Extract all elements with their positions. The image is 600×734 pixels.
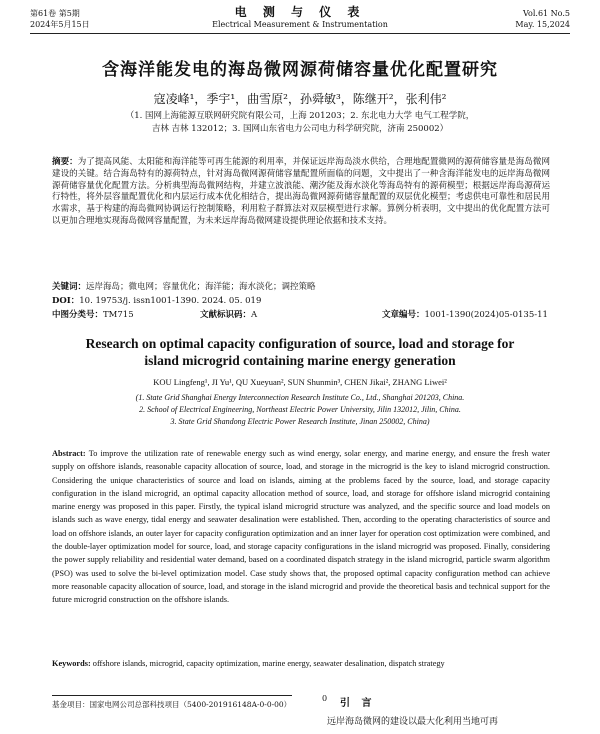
keywords-en-label: Keywords:	[52, 659, 91, 668]
paper-title-en-line-1: Research on optimal capacity configuration of source, load and storage for	[85, 336, 515, 351]
paper-title-cn: 含海洋能发电的海岛微网源荷储容量优化配置研究	[102, 60, 498, 80]
affiliations-en	[50, 392, 550, 428]
authors-en: KOU Lingfeng¹, JI Yu¹, QU Xueyuan², SUN Shunmin³, CHEN Jikai², ZHANG Liwei²	[153, 377, 447, 387]
article-number-label: 文章编号：	[382, 310, 425, 320]
abstract-en-text: To improve the utilization rate of renewable energy such as wind energy, solar energy, and marine energy, and ensure the fresh water supply on offshore islands, reasonable capacity allocation of source, load, and storage in the microgrid is the key to island microgrid construction. Considering the unique characteristics of source and load on islands, aiming at the problems faced by the source, load, and storage capacity configuration in the island microgrid, an optimal capacity allocation method of source, load, and storage for offshore island microgrid containing marine energy was proposed in this paper. Firstly, the typical island microgrid structure was analyzed, and the specific source and load models on islands such as wave energy, tidal energy and seawater desalination were established. Then, according to the operating characteristics of source and load on offshore islands, an outer layer for capacity configuration optimization and an inner layer for operation cost optimization were combined, and the double-layer optimization model for source, load, and storage capacity configurations in the island microgrid was proposed. Finally, considering the power supply reliability and residential water demand, based on a coordinated dispatch strategy in the island microgrid, particle swarm algorithm (PSO) was used to solve the bi-level optimization model. Case study shows that, the proposed optimal capacity configuration method can achieve more reasonable capacity allocation of source, load, and storage in the island microgrid and provide the theoretical basis and technical support for the future microgrid construction on the offshore islands.	[52, 449, 550, 605]
abstract-cn-label: 摘要：	[52, 157, 78, 167]
header-rule	[30, 33, 570, 34]
paper-title-en-line-2: island microgrid containing marine energy generation	[144, 353, 456, 368]
authors-cn: 寇凌峰¹，季宇¹，曲雪原²，孙舜敏³，陈继开²，张利伟²	[153, 92, 447, 106]
running-header	[30, 6, 570, 32]
clc-label: 中图分类号：	[52, 310, 104, 320]
keywords-cn-text: 远岸海岛；微电网；容量优化；海洋能；海水淡化；调控策略	[86, 282, 316, 292]
doi-value: 10. 19753/j. issn1001-1390. 2024. 05. 019	[79, 296, 262, 306]
clc-value: TM715	[103, 310, 134, 320]
document-code-value: A	[251, 310, 258, 320]
abstract-cn-text: 为了提高风能、太阳能和海洋能等可再生能源的利用率，并保证远岸海岛淡水供给，合理地配置微网的源荷储容量是海岛微网建设的关键。结合海岛特有的源荷特点，针对海岛微网源荷储容量配置所面临的问题，文中提出了一种含海洋能发电的远岸海岛微网源荷储容量优化配置方法。分析典型海岛微网结构，并建立波浪能、潮汐能及海水淡化等海岛特有的源荷模型；根据远岸海岛源荷运行特性，将外层容量配置优化和内层运行成本优化相结合，提出海岛微网源荷储容量配置的双层优化模型；考虑供电可靠性和居民用水需求，基于构建的海岛微网协调运行控制策略，利用粒子群算法对双层模型进行求解。算例分析表明，文中提出的优化配置方法可以更加合理地实现海岛微网容量配置，为未来远岸海岛微网建设提供理论依据和技术支持。	[52, 157, 550, 226]
article-number	[382, 308, 548, 320]
header-right	[515, 8, 570, 30]
footnote-rule	[52, 695, 292, 696]
keywords-cn-label: 关键词：	[52, 282, 87, 292]
header-date-en: May. 15,2024	[515, 20, 570, 29]
header-volume-en: Vol.61 No.5	[523, 9, 570, 18]
clc-number	[52, 308, 134, 320]
affiliation-en-line-3: 3. State Grid Shandong Electric Power Research Institute, Jinan 250002, China)	[170, 417, 430, 426]
header-center	[30, 6, 570, 30]
doi-label: DOI：	[52, 296, 80, 306]
keywords-en-text: offshore islands, microgrid, capacity optimization, marine energy, seawater desalination, dispatch strategy	[92, 659, 445, 668]
doi-line	[52, 294, 550, 306]
fund-note: 基金项目：国家电网公司总部科技项目（5400-201916148A-0-0-00）	[52, 700, 292, 709]
abstract-en	[52, 447, 550, 607]
affiliation-cn-line-2: 吉林 吉林 132012；3. 国网山东省电力公司电力科学研究院，济南 250002）	[151, 124, 449, 134]
header-date-cn: 2024年5月15日	[30, 20, 90, 29]
keywords-cn	[52, 280, 550, 292]
classification-line	[52, 308, 550, 320]
article-number-value: 1001-1390(2024)05-0135-11	[424, 310, 548, 320]
keywords-en	[52, 657, 550, 670]
abstract-en-label: Abstract:	[52, 449, 86, 458]
document-code	[200, 308, 257, 320]
introduction-text: 远岸海岛微网的建设以最大化利用当地可再	[327, 717, 499, 727]
affiliation-en-line-1: (1. State Grid Shanghai Energy Interconnection Research Institute Co., Ltd., Shanghai 201203, China.	[135, 393, 465, 402]
affiliation-en-line-2: 2. School of Electrical Engineering, Northeast Electric Power University, Jilin 132012, Jilin, China.	[139, 405, 461, 414]
journal-name-en: Electrical Measurement & Instrumentation	[212, 20, 388, 29]
introduction-heading: 引 言	[340, 698, 376, 709]
document-code-label: 文献标识码：	[200, 310, 252, 320]
journal-name-cn: 电 测 与 仪 表	[234, 5, 366, 19]
abstract-cn	[52, 157, 550, 228]
affiliation-cn-line-1: （1. 国网上海能源互联网研究院有限公司，上海 201203；2. 东北电力大学 电气工程学院，	[125, 111, 475, 121]
section-number: 0	[322, 694, 328, 703]
affiliations-cn	[60, 110, 540, 136]
header-volume-cn: 第61卷 第5期	[30, 9, 80, 18]
paper-title-en	[40, 335, 560, 369]
